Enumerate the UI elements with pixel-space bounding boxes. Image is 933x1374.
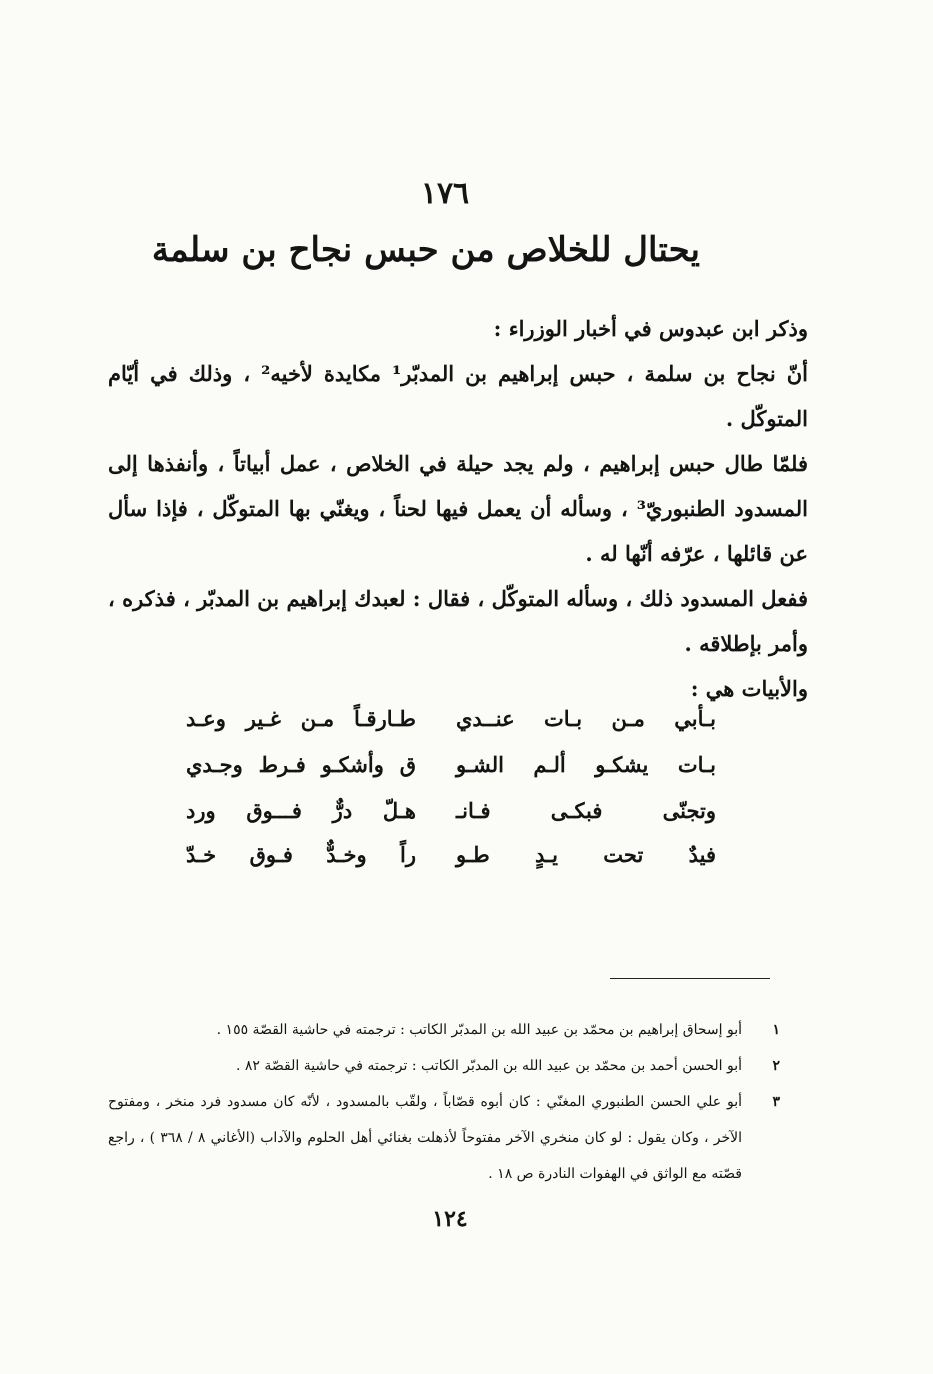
verse-line xyxy=(186,752,716,796)
paragraph: وذكر ابن عبدوس في أخبار الوزراء : xyxy=(493,316,808,341)
story-body xyxy=(108,306,808,711)
footnote xyxy=(108,1012,780,1048)
verse-first-hemistich: بـات يشكـو ألـم الشـو xyxy=(456,752,716,777)
paragraph: ففعل المسدود ذلك ، وسأله المتوكّل ، فقال : لعبدك إبراهيم بن المدبّر ، فذكره ، وأمر بإطلاقه . xyxy=(108,586,808,656)
verse-second-hemistich: راً وخـدٌّ فـوق خـدّ xyxy=(186,842,416,867)
paragraph: فلمّا طال حبس إبراهيم ، ولم يجد حيلة في الخلاص ، عمل أبياتاً ، وأنفذها إلى المسدود الطنبوريّ³ ، وسأله أن يعمل فيها لحناً ، ويغنّي بها المتوكّل ، فإذا سأل عن قائلها ، عرّفه أنّها له . xyxy=(108,451,808,566)
verses-intro: والأبيات هي : xyxy=(690,676,808,701)
verse-line xyxy=(186,842,716,886)
paragraph: أنّ نجاح بن سلمة ، حبس إبراهيم بن المدبّر¹ مكايدة لأخيه² ، وذلك في أيّام المتوكّل . xyxy=(108,361,808,431)
footnote-text: أبو علي الحسن الطنبوري المغنّي : كان أبوه قصّاباً ، ولقّب بالمسدود ، لأنّه كان مسدود فرد منخر ، ومفتوح الآخر ، وكان يقول : لو كان منخري الآخر مفتوحاً لأذهلت بغنائي أهل الحلوم والآداب (الأغاني ٨ / ٣٦٨ ) ، راجع قصّته مع الواثق في الهفوات النادرة ص ١٨ . xyxy=(108,1094,743,1182)
verse-second-hemistich: طـارقـاً مـن غـير وعـد xyxy=(186,706,416,731)
verse-first-hemistich: بـأبي مـن بـات عنــدي xyxy=(456,706,716,731)
verse-second-hemistich: هـلّ درٌّ فـــوق ورد xyxy=(186,798,416,823)
footnotes xyxy=(108,1012,780,1192)
footnote-divider xyxy=(610,978,770,979)
footnote xyxy=(108,1084,780,1192)
story-number: ١٧٦ xyxy=(420,176,470,211)
story-title: يحتال للخلاص من حبس نجاح بن سلمة xyxy=(151,230,700,270)
verse-first-hemistich: وتجنّى فبكـى فـانـ xyxy=(456,798,716,823)
verse-line xyxy=(186,706,716,750)
verse-line xyxy=(186,798,716,842)
footnote-number: ٢ xyxy=(772,1058,780,1074)
verse-first-hemistich: فيدٌ تحت يـدٍ طـو xyxy=(456,842,716,867)
footnote-text: أبو الحسن أحمد بن محمّد بن عبيد الله بن المدبّر الكاتب : ترجمته في حاشية القصّة ٨٢ . xyxy=(235,1058,742,1074)
footnote xyxy=(108,1048,780,1084)
footnote-number: ٣ xyxy=(772,1094,780,1110)
footnote-text: أبو إسحاق إبراهيم بن محمّد بن عبيد الله بن المدبّر الكاتب : ترجمته في حاشية القصّة ١٥٥ . xyxy=(216,1022,742,1038)
verse-second-hemistich: ق وأشكـو فـرط وجـدي xyxy=(186,752,416,777)
page-number: ١٢٤ xyxy=(432,1206,468,1232)
footnote-number: ١ xyxy=(772,1022,780,1038)
